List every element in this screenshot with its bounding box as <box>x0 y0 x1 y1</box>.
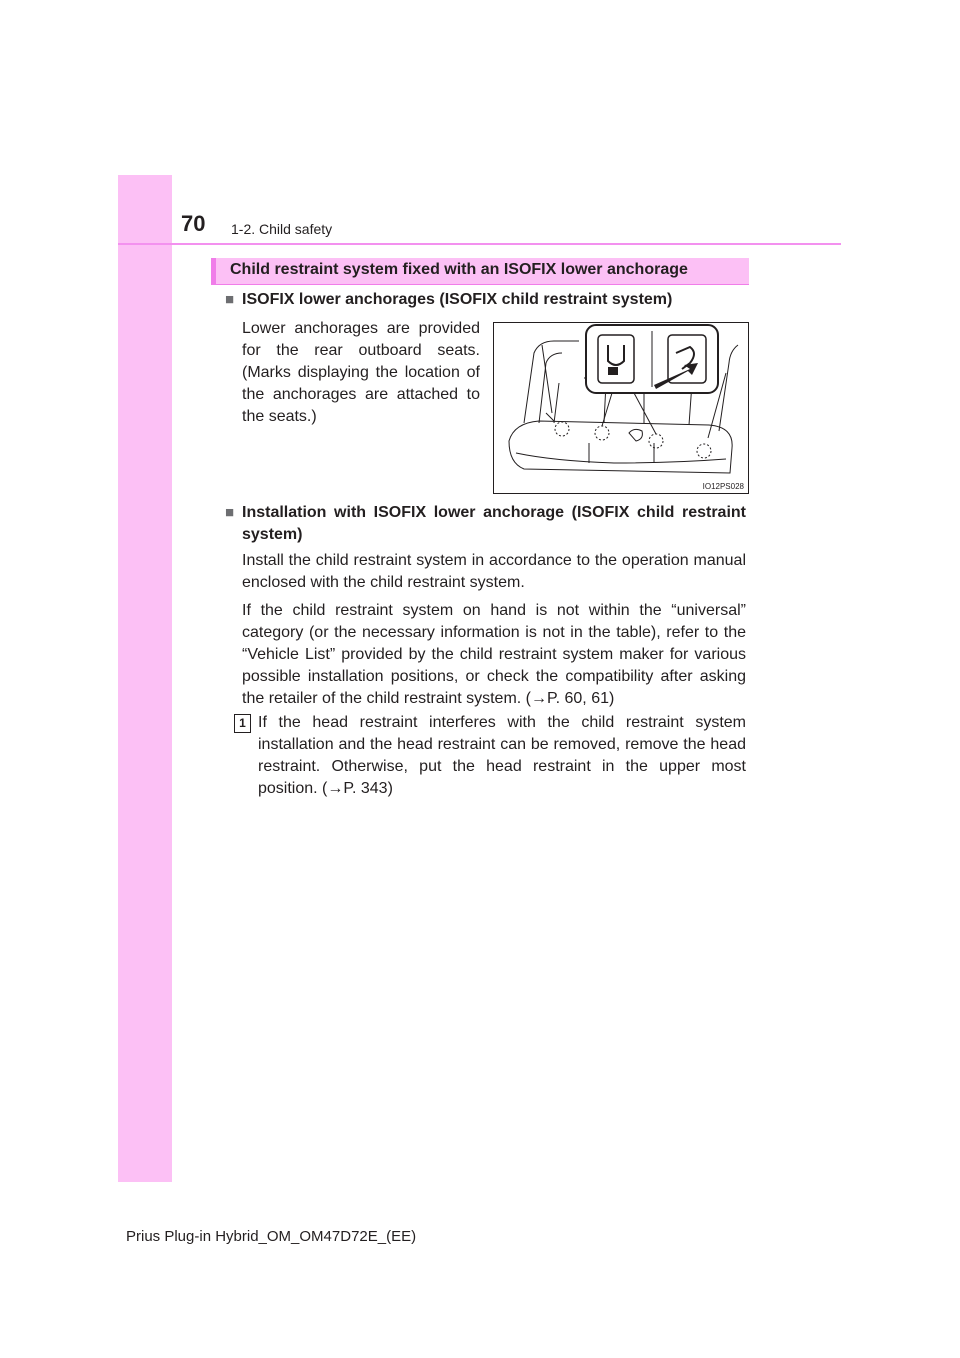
section-title: Child restraint system fixed with an ISOFIX lower anchorage <box>230 261 688 278</box>
anchorages-description: Lower anchorages are provided for the rear outboard seats. (Marks displaying the location of the anchorages are attached to the seats.) <box>242 320 480 425</box>
paragraph-installation: Install the child restraint system in accordance to the operation manual enclosed with the child restraint system. <box>242 552 746 591</box>
rear-seat-illustration <box>493 322 749 494</box>
paragraph-compatibility: If the child restraint system on hand is not within the “universal” category (or the necessary information is not in the table), refer to the “Vehicle List” provided by the child restraint system maker for various possible installation positions, or check the compatibility after asking the retailer of the child restraint system. (→P. 60, 61) <box>242 602 746 707</box>
heading-installation: Installation with ISOFIX lower anchorage (ISOFIX child restraint system) <box>242 504 746 543</box>
sidebar-tab <box>118 175 172 1182</box>
footer-doc-id: Prius Plug-in Hybrid_OM_OM47D72E_(EE) <box>126 1228 417 1245</box>
page-number: 70 <box>181 211 206 236</box>
step-number: 1 <box>234 714 251 733</box>
figure-code: IO12PS028 <box>702 482 744 491</box>
title-box <box>211 258 749 285</box>
header-divider <box>118 243 841 245</box>
section-label: 1-2. Child safety <box>231 221 333 237</box>
rear-seat-drawing <box>494 323 748 493</box>
bullet-icon: ■ <box>225 291 235 308</box>
heading-isofix-anchorages: ISOFIX lower anchorages (ISOFIX child restraint system) <box>242 291 673 308</box>
step-text: If the head restraint interferes with the child restraint system installation and the head restraint can be removed, remove the head restraint. Otherwise, put the head restraint in the upper most position. (→P. 343) <box>258 714 746 797</box>
bullet-icon: ■ <box>225 504 235 521</box>
